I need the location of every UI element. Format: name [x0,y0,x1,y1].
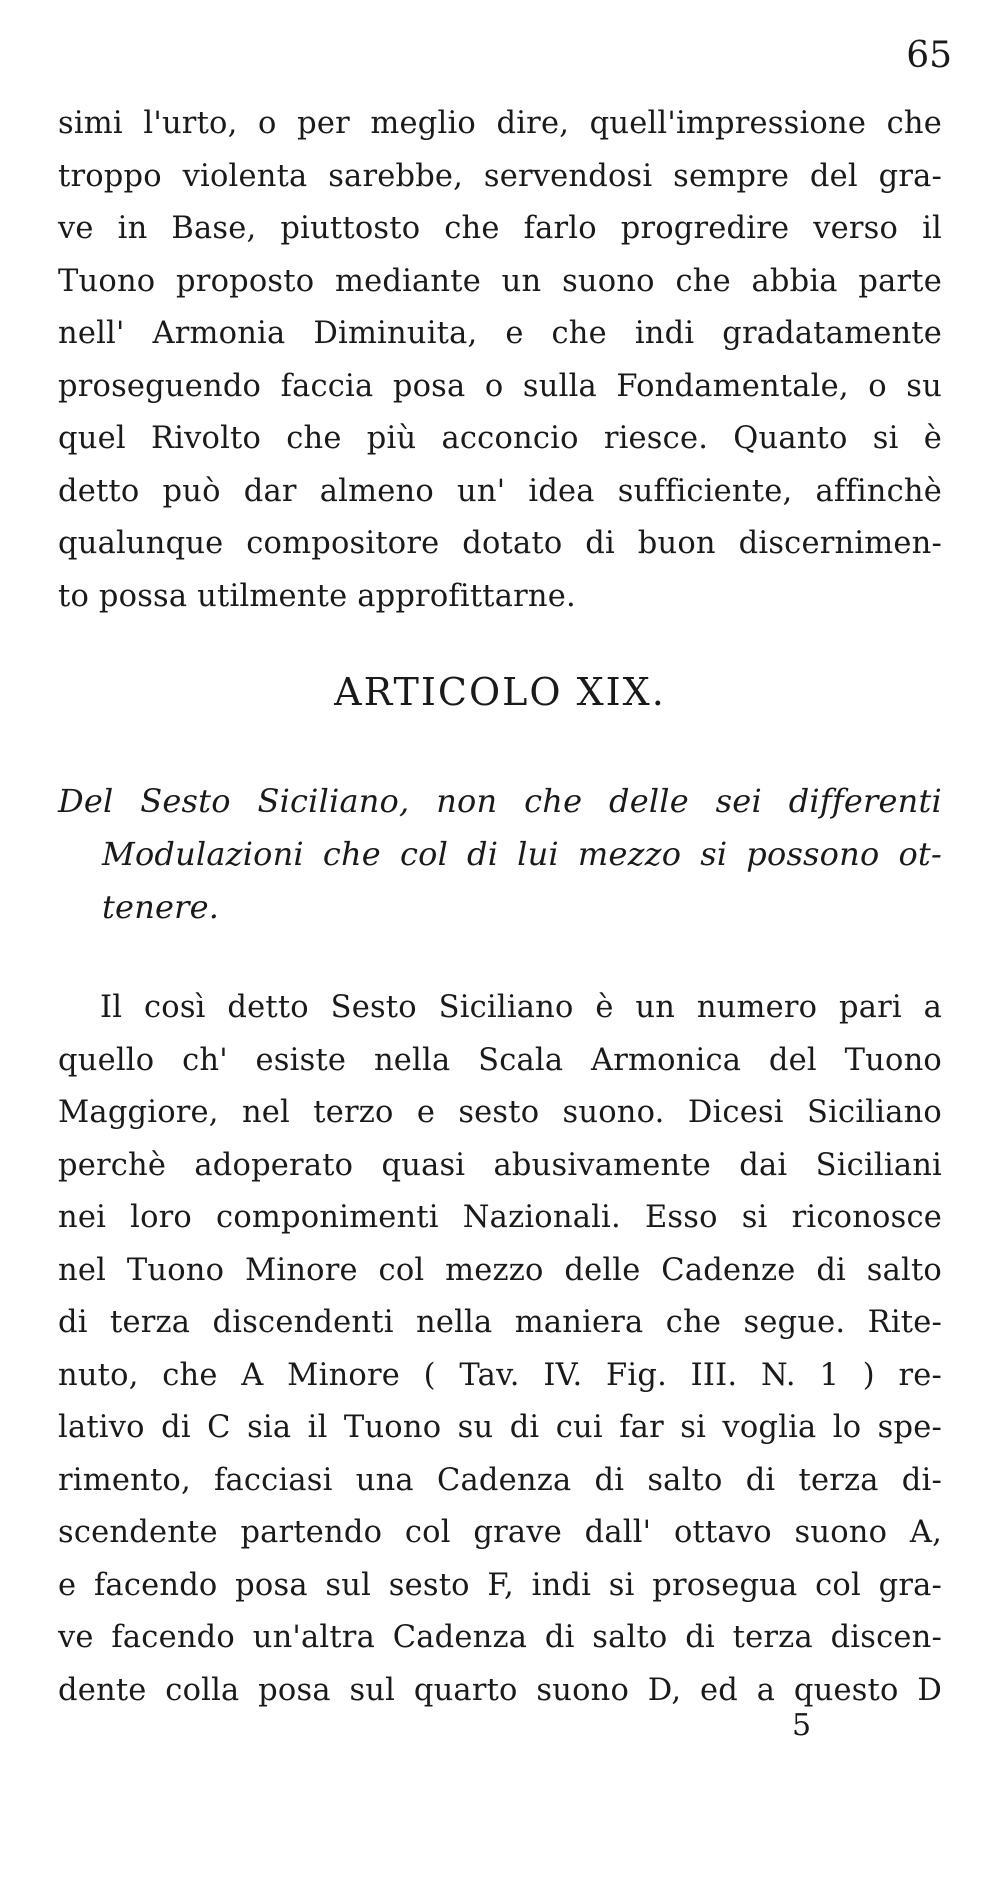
text-line: scendente partendo col grave dall' ottavo suono A, [58,1515,942,1550]
text-line: Il così detto Sesto Siciliano è un numero pari a [100,990,942,1025]
text-line: qualunque compositore dotato di buon discernimen- [58,526,942,561]
subheading-line: Modulazioni che col di lui mezzo si possono ot- [102,835,942,873]
text-line: troppo violenta sarebbe, servendosi sempre del gra- [58,158,942,194]
article-body-paragraph [58,982,942,1717]
article-subheading [58,775,942,934]
text-line: dente colla posa sul quarto suono D, ed a questo D [58,1672,942,1708]
text-line: ve facendo un'altra Cadenza di salto di terza discen- [58,1620,942,1655]
text-line: quello ch' esiste nella Scala Armonica del Tuono [58,1042,942,1078]
text-line: ve in Base, piuttosto che farlo progredire verso il [58,211,942,246]
text-line: di terza discendenti nella maniera che segue. Rite- [58,1305,942,1340]
signature-mark: 5 [792,1708,812,1743]
text-line: to possa utilmente approfittarne. [58,578,576,614]
text-line: detto può dar almeno un' idea sufficiente, affinchè [58,473,942,509]
text-line: quel Rivolto che più acconcio riesce. Quanto si è [58,421,942,456]
text-line: rimento, facciasi una Cadenza di salto di terza di- [58,1462,942,1498]
subheading-line: tenere. [102,888,220,926]
page-number: 65 [906,35,952,76]
text-line: proseguendo faccia posa o sulla Fondamentale, o su [58,368,942,404]
paragraph-continuation [58,98,942,623]
text-line: nei loro componimenti Nazionali. Esso si riconosce [58,1200,942,1235]
text-line: e facendo posa sul sesto F, indi si prosegua col gra- [58,1567,942,1603]
text-line: lativo di C sia il Tuono su di cui far si voglia lo spe- [58,1410,942,1445]
subheading-line: Del Sesto Siciliano, non che delle sei differenti [58,782,942,820]
text-line: nuto, che A Minore ( Tav. IV. Fig. III. N. 1 ) re- [58,1357,942,1393]
text-line: Maggiore, nel terzo e sesto suono. Dicesi Siciliano [58,1095,942,1130]
text-line: Tuono proposto mediante un suono che abbia parte [58,263,942,299]
text-line: nel Tuono Minore col mezzo delle Cadenze di salto [58,1252,942,1288]
text-line: perchè adoperato quasi abusivamente dai Siciliani [58,1147,942,1183]
text-line: simi l'urto, o per meglio dire, quell'impressione che [58,106,942,141]
text-line: nell' Armonia Diminuita, e che indi gradatamente [58,316,942,351]
article-heading: ARTICOLO XIX. [334,670,666,714]
